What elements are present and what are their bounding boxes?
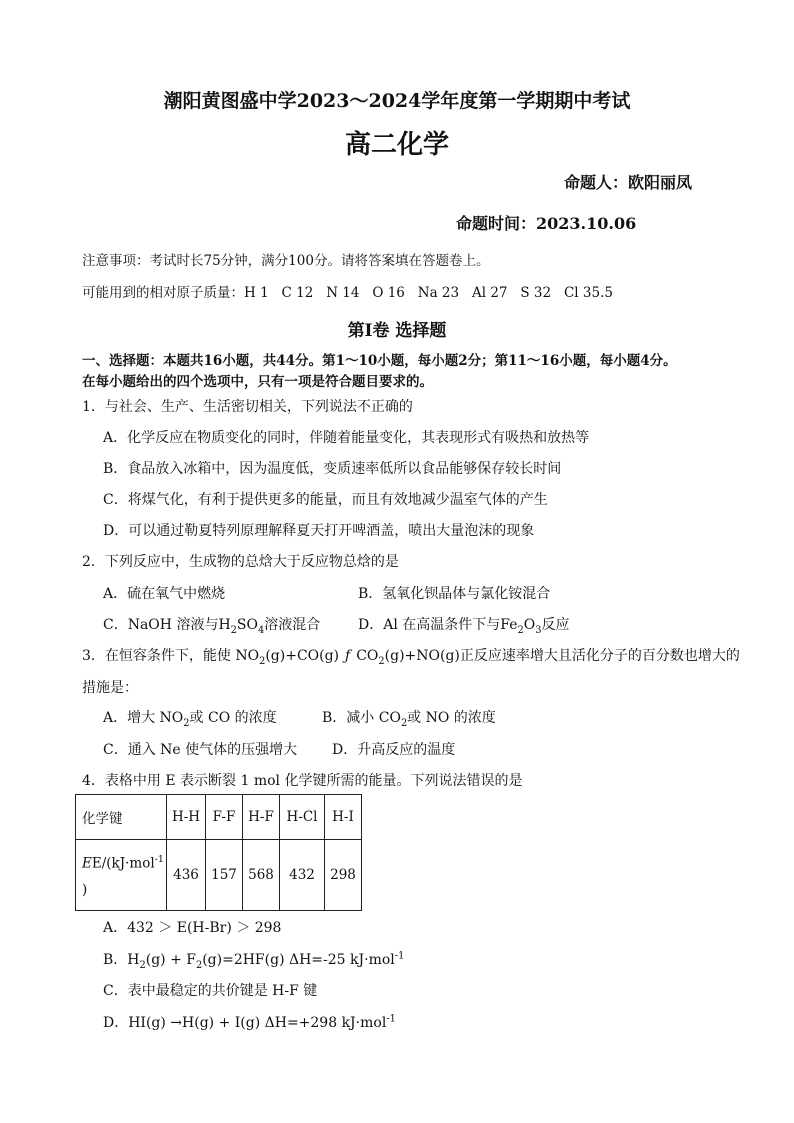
reversible-arrow-icon: ƒ: [345, 648, 351, 664]
table-cell: 298: [325, 840, 362, 911]
table-cell: 436: [167, 840, 206, 911]
question-3-option-b: B．减小 $CO_2$或 NO 的浓度: [322, 710, 496, 729]
table-cell: 432: [280, 840, 325, 911]
bond-energy-table: [75, 794, 362, 911]
table-header-row: [76, 795, 362, 840]
question-3-option-d: D．升高反应的温度: [332, 742, 456, 758]
question-4-option-b: B．$H_2(g) + F_2(g)=2HF(g)$ ΔH=-25 kJ·mol$^{-1}$: [103, 950, 405, 971]
table-cell: 157: [206, 840, 243, 911]
question-2-option-a: A．硫在氧气中燃烧: [103, 586, 226, 602]
question-3-option-c: C．通入 Ne 使气体的压强增大: [103, 742, 298, 758]
atomic-masses-text: 可能用到的相对原子质量：H 1 C 12 N 14 O 16 Na 23 Al 27 S 32 Cl 35.5: [82, 285, 613, 301]
question-1-option-b: B．食品放入冰箱中，因为温度低，变质速率低所以食品能够保存较长时间: [103, 461, 562, 477]
question-4-option-c: C．表中最稳定的共价键是 H-F 键: [103, 983, 318, 999]
question-2-option-c: C．NaOH 溶液与$H_2SO_4$溶液混合: [103, 617, 321, 636]
question-3-stem: 3．在恒容条件下，能使 $NO_2(g)+CO(g)$ ƒ $CO_2(g)+NO(g)$正反应速率增大且活化分子的百分数也增大的: [82, 648, 740, 667]
table-header-cell: H-Cl: [280, 795, 325, 840]
notice-text: 注意事项：考试时长75分钟，满分100分。请将答案填在答题卷上。: [82, 253, 490, 269]
date-line: 命题时间：2023.10.06: [456, 214, 637, 233]
table-header-cell: F-F: [206, 795, 243, 840]
question-2-stem: 2．下列反应中，生成物的总焓大于反应物总焓的是: [82, 554, 399, 570]
question-4-option-a: A．432 ＞ E(H-Br) ＞ 298: [103, 920, 282, 936]
author-line: 命题人：欧阳丽凤: [564, 173, 693, 192]
table-row: [76, 840, 362, 911]
section-title: 第Ⅰ卷 选择题: [347, 321, 447, 341]
section-instructions-1: 一、选择题：本题共16小题，共44分。第1～10小题，每小题2分；第11～16小题，每小题4分。: [82, 353, 677, 369]
question-1-option-c: C．将煤气化，有利于提供更多的能量，而且有效地减少温室气体的产生: [103, 492, 548, 508]
question-1-stem: 1．与社会、生产、生活密切相关，下列说法不正确的: [82, 399, 413, 415]
exam-title: 潮阳黄图盛中学2023～2024学年度第一学期期中考试: [163, 90, 631, 112]
table-row-label: EE/(kJ·mol$^{-1}$ ): [76, 840, 167, 911]
table-header-cell: H-F: [243, 795, 280, 840]
table-header-cell: H-H: [167, 795, 206, 840]
question-1-option-d: D．可以通过勒夏特列原理解释夏天打开啤酒盖，喷出大量泡沫的现象: [103, 523, 535, 539]
subject-title: 高二化学: [344, 130, 449, 160]
table-header-cell: H-I: [325, 795, 362, 840]
question-4-stem: 4．表格中用 E 表示断裂 1 mol 化学键所需的能量。下列说法错误的是: [82, 773, 523, 789]
question-3-stem-line-2: 措施是：: [82, 680, 138, 696]
table-header-label: 化学键: [76, 795, 167, 840]
section-instructions-2: 在每小题给出的四个选项中，只有一项是符合题目要求的。: [82, 374, 433, 390]
question-2-option-b: B．氢氧化钡晶体与氯化铵混合: [358, 586, 551, 602]
table-cell: 568: [243, 840, 280, 911]
question-1-option-a: A．化学反应在物质变化的同时，伴随着能量变化，其表现形式有吸热和放热等: [103, 430, 590, 446]
question-3-option-a: A．增大 $NO_2$或 CO 的浓度: [103, 710, 277, 729]
question-2-option-d: D．Al 在高温条件下与$Fe_2O_3$反应: [358, 617, 570, 636]
question-4-option-d: D．HI(g) →H(g) + I(g) ΔH=+298 kJ·mol$^{-1}$: [103, 1013, 396, 1031]
